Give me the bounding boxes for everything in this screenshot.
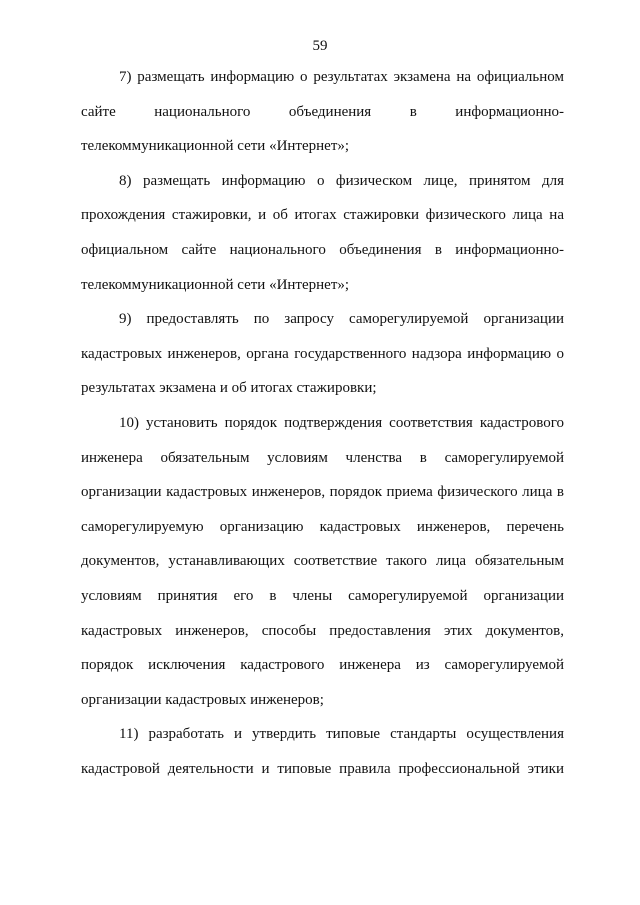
text-line: 11) разработать и утвердить типовые стандарты осуществления: [119, 726, 564, 743]
paragraph-item-10: [81, 406, 564, 717]
document-body: [81, 60, 564, 786]
paragraph-item-9: [81, 302, 564, 406]
text-line: результатах экзамена и об итогах стажировки;: [81, 380, 377, 397]
text-line: телекоммуникационной сети «Интернет»;: [81, 138, 350, 155]
text-line: 9) предоставлять по запросу саморегулируемой организации: [119, 311, 564, 328]
text-line: телекоммуникационной сети «Интернет»;: [81, 276, 350, 293]
text-line: 10) установить порядок подтверждения соответствия кадастрового: [119, 414, 564, 431]
paragraph-item-11: [81, 717, 564, 786]
text-line: организации кадастровых инженеров, порядок приема физического лица в: [81, 484, 564, 501]
paragraph-item-8: [81, 164, 564, 302]
text-line: организации кадастровых инженеров;: [81, 691, 324, 708]
text-line: сайте национального объединения в информационно-: [81, 103, 564, 120]
text-line: кадастровых инженеров, способы предоставления этих документов,: [81, 622, 564, 639]
text-line: инженера обязательным условиям членства в саморегулируемой: [81, 449, 564, 466]
text-line: 7) размещать информацию о результатах экзамена на официальном: [119, 69, 564, 85]
text-line: условиям принятия его в члены саморегулируемой организации: [81, 587, 564, 604]
text-line: порядок исключения кадастрового инженера из саморегулируемой: [81, 657, 564, 674]
text-line: официальном сайте национального объединения в информационно-: [81, 241, 564, 258]
text-line: кадастровых инженеров, органа государственного надзора информацию о: [81, 345, 564, 362]
text-line: документов, устанавливающих соответствие такого лица обязательным: [81, 553, 564, 570]
text-line: прохождения стажировки, и об итогах стажировки физического лица на: [81, 207, 564, 224]
page-number: 59: [312, 38, 328, 54]
text-line: 8) размещать информацию о физическом лице, принятом для: [119, 172, 564, 189]
paragraph-item-7: [81, 60, 564, 164]
text-line: кадастровой деятельности и типовые правила профессиональной этики: [81, 760, 564, 777]
text-line: саморегулируемую организацию кадастровых инженеров, перечень: [81, 518, 564, 535]
